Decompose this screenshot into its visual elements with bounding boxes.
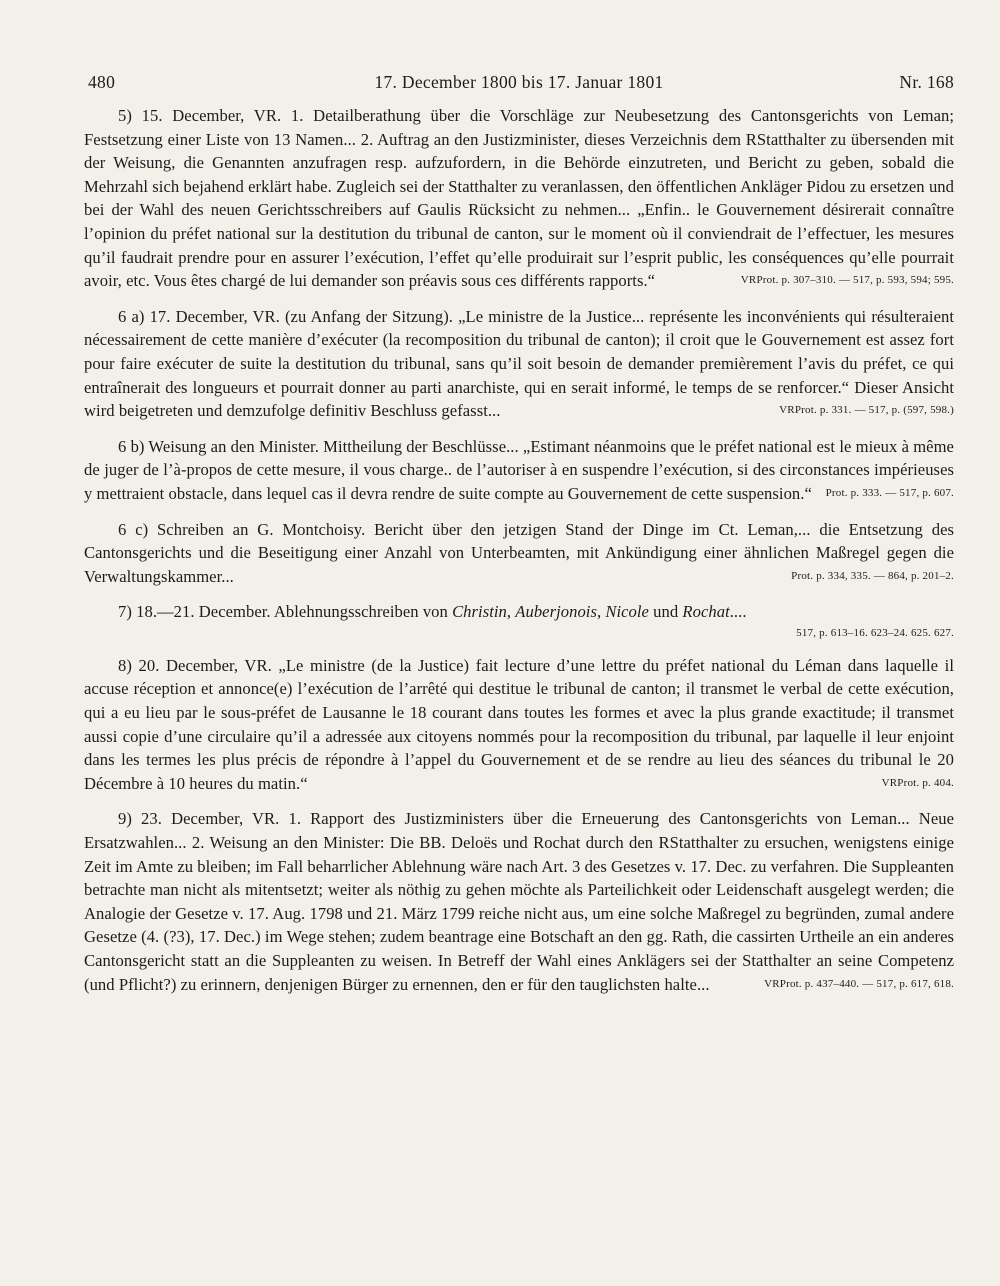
- header-date-range: 17. December 1800 bis 17. Januar 1801: [374, 72, 664, 92]
- entry-reference: VRProt. p. 331. — 517, p. (597, 598.): [779, 404, 954, 417]
- entry-reference: Prot. p. 333. — 517, p. 607.: [825, 486, 954, 499]
- entry-text: Mittheilung der Beschlüsse... „Estimant néanmoins que le préfet national est le mieux à même de juger de l’à-propos de cette mesure, il vous charge.. de l’autoriser à en suspendre l’exécution, si des circonstances impérieuses y mettraient obstacle, dans lequel cas il devra rendre de suite compte au Gouvernement de cette suspension.“: [84, 436, 954, 503]
- entry-5: [84, 104, 954, 293]
- entry-lead: 6 c) Schreiben an G. Montchoisy.: [118, 519, 366, 539]
- entry-text: Detailberathung über die Vorschläge zur Neubesetzung des Cantonsgerichts von Leman; Festsetzung einer Liste von 13 Namen... 2. Auftrag an den Justizminister, dieses Verzeichnis dem RStatthalter zu übersenden mit der Weisung, die Genannten anzufragen resp. aufzufordern, in die Behörde einzutreten, und Bericht zu geben, sobald die Mehrzahl sich bejahend erklärt habe. Zugleich sei der Statthalter zu veranlassen, den öffentlichen Ankläger Pidou zu ersetzen und bei der Wahl des neuen Gerichtsschreibers auf Gaulis Rücksicht zu nehmen... „Enfin.. le Gouvernement désirerait connaître l’opinion du préfet national sur la destitution du tribunal de canton, sur le moment où il conviendrait de l’effectuer, les mesures qu’il faudrait prendre pour en assurer l’exécution, l’effet qu’elle produirait sur l’esprit public, les conséquences qu’elle pourrait avoir, etc. Vous êtes chargé de lui demander son préavis sous ces différents rapports.“: [84, 106, 954, 291]
- entry-6b: [84, 435, 954, 506]
- entry-text: (zu Anfang der Sitzung). „Le ministre de la Justice... représente les inconvénients qui résulteraient nécessairement de cette manière d’exécuter (la recomposition du tribunal de canton); il croit que le Gouvernement est assez fort pour faire exécuter de suite la destitution du tribunal, sans qu’il soit besoin de demander premièrement l’avis du préfet, ce qui entraînerait des longueurs et pourrait donner au parti anarchiste, qui en serait informé, le temps de se renforcer.“ Dieser Ansicht wird beigetreten und demzufolge definitiv Beschluss gefasst...: [84, 306, 954, 421]
- entry-9: [84, 807, 954, 996]
- document-number: Nr. 168: [899, 72, 954, 92]
- entry-lead: 5) 15. December, VR. 1.: [118, 106, 304, 125]
- entry-reference: VRProt. p. 404.: [881, 776, 954, 789]
- person-name: Rochat: [682, 602, 730, 622]
- entry-8: [84, 654, 954, 796]
- person-name: Christin: [452, 602, 507, 622]
- person-name: Auberjonois: [515, 602, 597, 622]
- entry-lead: 9) 23. December, VR. 1.: [118, 809, 302, 829]
- entry-reference: Prot. p. 334, 335. — 864, p. 201–2.: [791, 569, 954, 582]
- page-number: 480: [88, 72, 116, 92]
- entry-text: „Le ministre (de la Justice) fait lecture d’une lettre du préfet national du Léman dans laquelle il accuse réception et annonce(e) l’exécution de l’arrêté qui destitue le tribunal de canton; il transmet le verbal de cette exécution, qui a eu lieu par le sous-préfet de Lausanne le 18 courant dans toutes les formes et avec la plus grande exactitude; il transmet aussi copie d’une circulaire qu’il a adressée aux citoyens nommés pour la recomposition du tribunal, par laquelle il leur enjoint dans les termes les plus précis de répondre à l’appel du Gouvernement et de se rendre au lieu des séances du tribunal le 20 Décembre à 10 heures du matin.“: [84, 655, 954, 793]
- entry-text: Ablehnungsschreiben von: [270, 602, 453, 622]
- entry-6a: [84, 305, 954, 423]
- entry-lead: 6 a) 17. December, VR.: [118, 306, 280, 326]
- entry-reference: VRProt. p. 437–440. — 517, p. 617, 618.: [764, 977, 954, 990]
- entry-text: Bericht über den jetzigen Stand der Dinge im Ct. Leman,... die Entsetzung des Cantonsgerichts und die Beseitigung einer Anzahl von Unterbeamten, mit Ankündigung einer ähnlichen Maßregel gegen die Verwaltungskammer...: [84, 519, 954, 586]
- running-header: [84, 72, 954, 104]
- entry-6c: [84, 518, 954, 589]
- entry-reference: 517, p. 613–16. 623–24. 625. 627.: [796, 626, 954, 639]
- entry-lead: 7) 18.—21. December.: [118, 602, 271, 622]
- entry-text: Rapport des Justizministers über die Erneuerung des Cantonsgerichts von Leman... Neue Ersatzwahlen... 2. Weisung an den Minister: Die BB. Deloës und Rochat durch den RStatthalter zu ersuchen, wenigstens einige Zeit im Amte zu bleiben; im Fall beharrlicher Ablehnung wäre nach Art. 3 des Gesetzes v. 17. Dec. zu verfahren. Die Suppleanten betrachte man nicht als mitentsetzt; weiter als nöthig zu gehen möchte als Parteilichkeit oder Leidenschaft ausgelegt werden; die Analogie der Gesetze v. 17. Aug. 1798 und 21. März 1799 reiche nicht aus, um eine solche Maßregel zu begründen, zumal andere Gesetze (4. (?3), 17. Dec.) im Wege stehen; zudem beantrage eine Botschaft an den gg. Rath, die cassirten Urtheile an ein anderes Cantonsgericht statt an die Suppleanten zu weisen. In Betreff der Wahl eines Anklägers sei der Statthalter an seine Competenz (und Pflicht?) zu erinnern, denjenigen Bürger zu ernennen, den er für den tauglichsten halte...: [84, 809, 955, 994]
- entry-lead: 6 b) Weisung an den Minister.: [118, 436, 319, 456]
- entry-7: 7) 18.—21. December. Ablehnungsschreiben von Christin, Auberjonois, Nicole und Rochat.... 517, p. 613–16. 623–24. 625. 627.: [84, 600, 954, 642]
- person-name: Nicole: [605, 602, 649, 622]
- entry-lead: 8) 20. December, VR.: [118, 655, 272, 675]
- entry-text-end: ....: [729, 602, 747, 622]
- entry-reference: VRProt. p. 307–310. — 517, p. 593, 594; 595.: [740, 274, 954, 287]
